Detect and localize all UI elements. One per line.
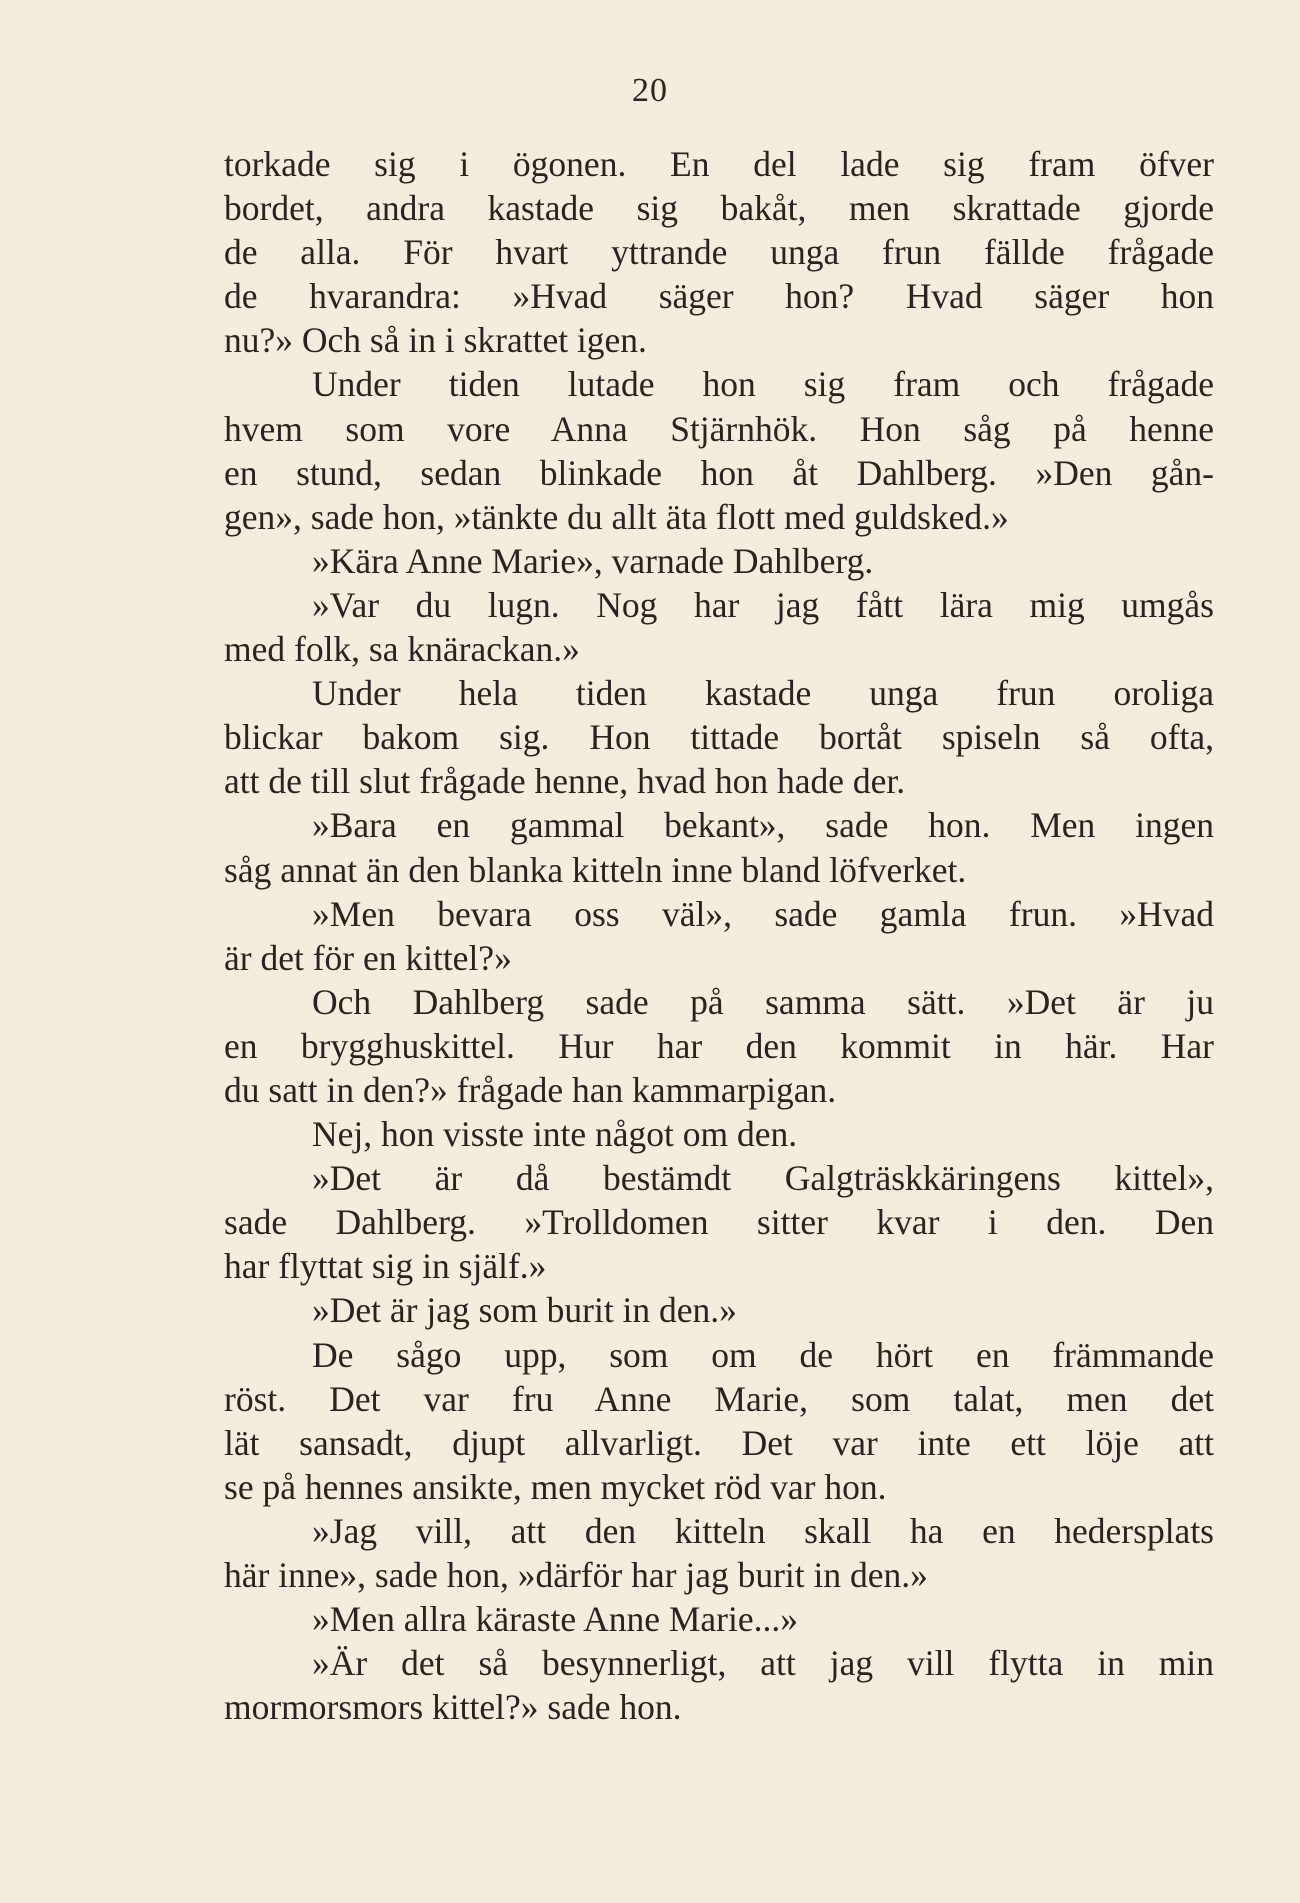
text-line: Och Dahlberg sade på samma sätt. »Det är ju: [312, 981, 1214, 1022]
text-line: bordet, andra kastade sig bakåt, men skrattade gjorde: [224, 188, 1214, 229]
text-line: »Det är då bestämdt Galgträskkäringens kittel»,: [312, 1158, 1214, 1199]
text-line: »Bara en gammal bekant», sade hon. Men ingen: [312, 805, 1214, 846]
text-line: en brygghuskittel. Hur har den kommit in här. Har: [224, 1025, 1214, 1066]
text-line: »Men allra käraste Anne Marie...»: [312, 1599, 798, 1640]
text-line: »Men bevara oss väl», sade gamla frun. »Hvad: [312, 893, 1214, 934]
text-line: Under hela tiden kastade unga frun oroliga: [312, 673, 1214, 714]
text-line: se på hennes ansikte, men mycket röd var hon.: [224, 1466, 887, 1507]
text-line: blickar bakom sig. Hon tittade bortåt spiseln så ofta,: [224, 717, 1214, 758]
text-line: nu?» Och så in i skrattet igen.: [224, 320, 647, 361]
page-number: 20: [632, 72, 668, 109]
text-line: Nej, hon visste inte något om den.: [312, 1114, 798, 1155]
text-line: sade Dahlberg. »Trolldomen sitter kvar i den. Den: [224, 1202, 1214, 1243]
text-line: »Det är jag som burit in den.»: [312, 1290, 737, 1331]
text-line: de hvarandra: »Hvad säger hon? Hvad säger hon: [224, 276, 1214, 317]
text-line: »Är det så besynnerligt, att jag vill flytta in min: [312, 1643, 1214, 1684]
text-line: att de till slut frågade henne, hvad hon hade der.: [224, 761, 906, 802]
text-line: Under tiden lutade hon sig fram och frågade: [312, 364, 1214, 405]
text-line: hvem som vore Anna Stjärnhök. Hon såg på henne: [224, 408, 1214, 449]
text-line: såg annat än den blanka kitteln inne bland löfverket.: [224, 849, 967, 890]
text-line: »Var du lugn. Nog har jag fått lära mig umgås: [312, 584, 1214, 625]
text-line: en stund, sedan blinkade hon åt Dahlberg. »Den gån-: [224, 452, 1214, 493]
text-line: »Jag vill, att den kitteln skall ha en hedersplats: [312, 1510, 1214, 1551]
text-line: här inne», sade hon, »därför har jag burit in den.»: [224, 1555, 928, 1595]
text-line: lät sansadt, djupt allvarligt. Det var inte ett löje att: [224, 1422, 1214, 1463]
text-line: »Kära Anne Marie», varnade Dahlberg.: [312, 540, 874, 581]
text-line: De sågo upp, som om de hört en främmande: [312, 1334, 1214, 1375]
text-line: du satt in den?» frågade han kammarpigan.: [224, 1069, 837, 1110]
text-line: röst. Det var fru Anne Marie, som talat, men det: [224, 1378, 1214, 1419]
text-line: torkade sig i ögonen. En del lade sig fram öfver: [224, 144, 1214, 184]
body-text: [224, 142, 1214, 1729]
text-line: de alla. För hvart yttrande unga frun fällde frågade: [224, 232, 1214, 273]
text-line: med folk, sa knärackan.»: [224, 629, 580, 670]
text-line: har flyttat sig in själf.»: [224, 1246, 547, 1287]
text-line: mormorsmors kittel?» sade hon.: [224, 1687, 682, 1728]
text-line: är det för en kittel?»: [224, 937, 512, 978]
text-line: gen», sade hon, »tänkte du allt äta flott med guldsked.»: [224, 496, 1009, 537]
